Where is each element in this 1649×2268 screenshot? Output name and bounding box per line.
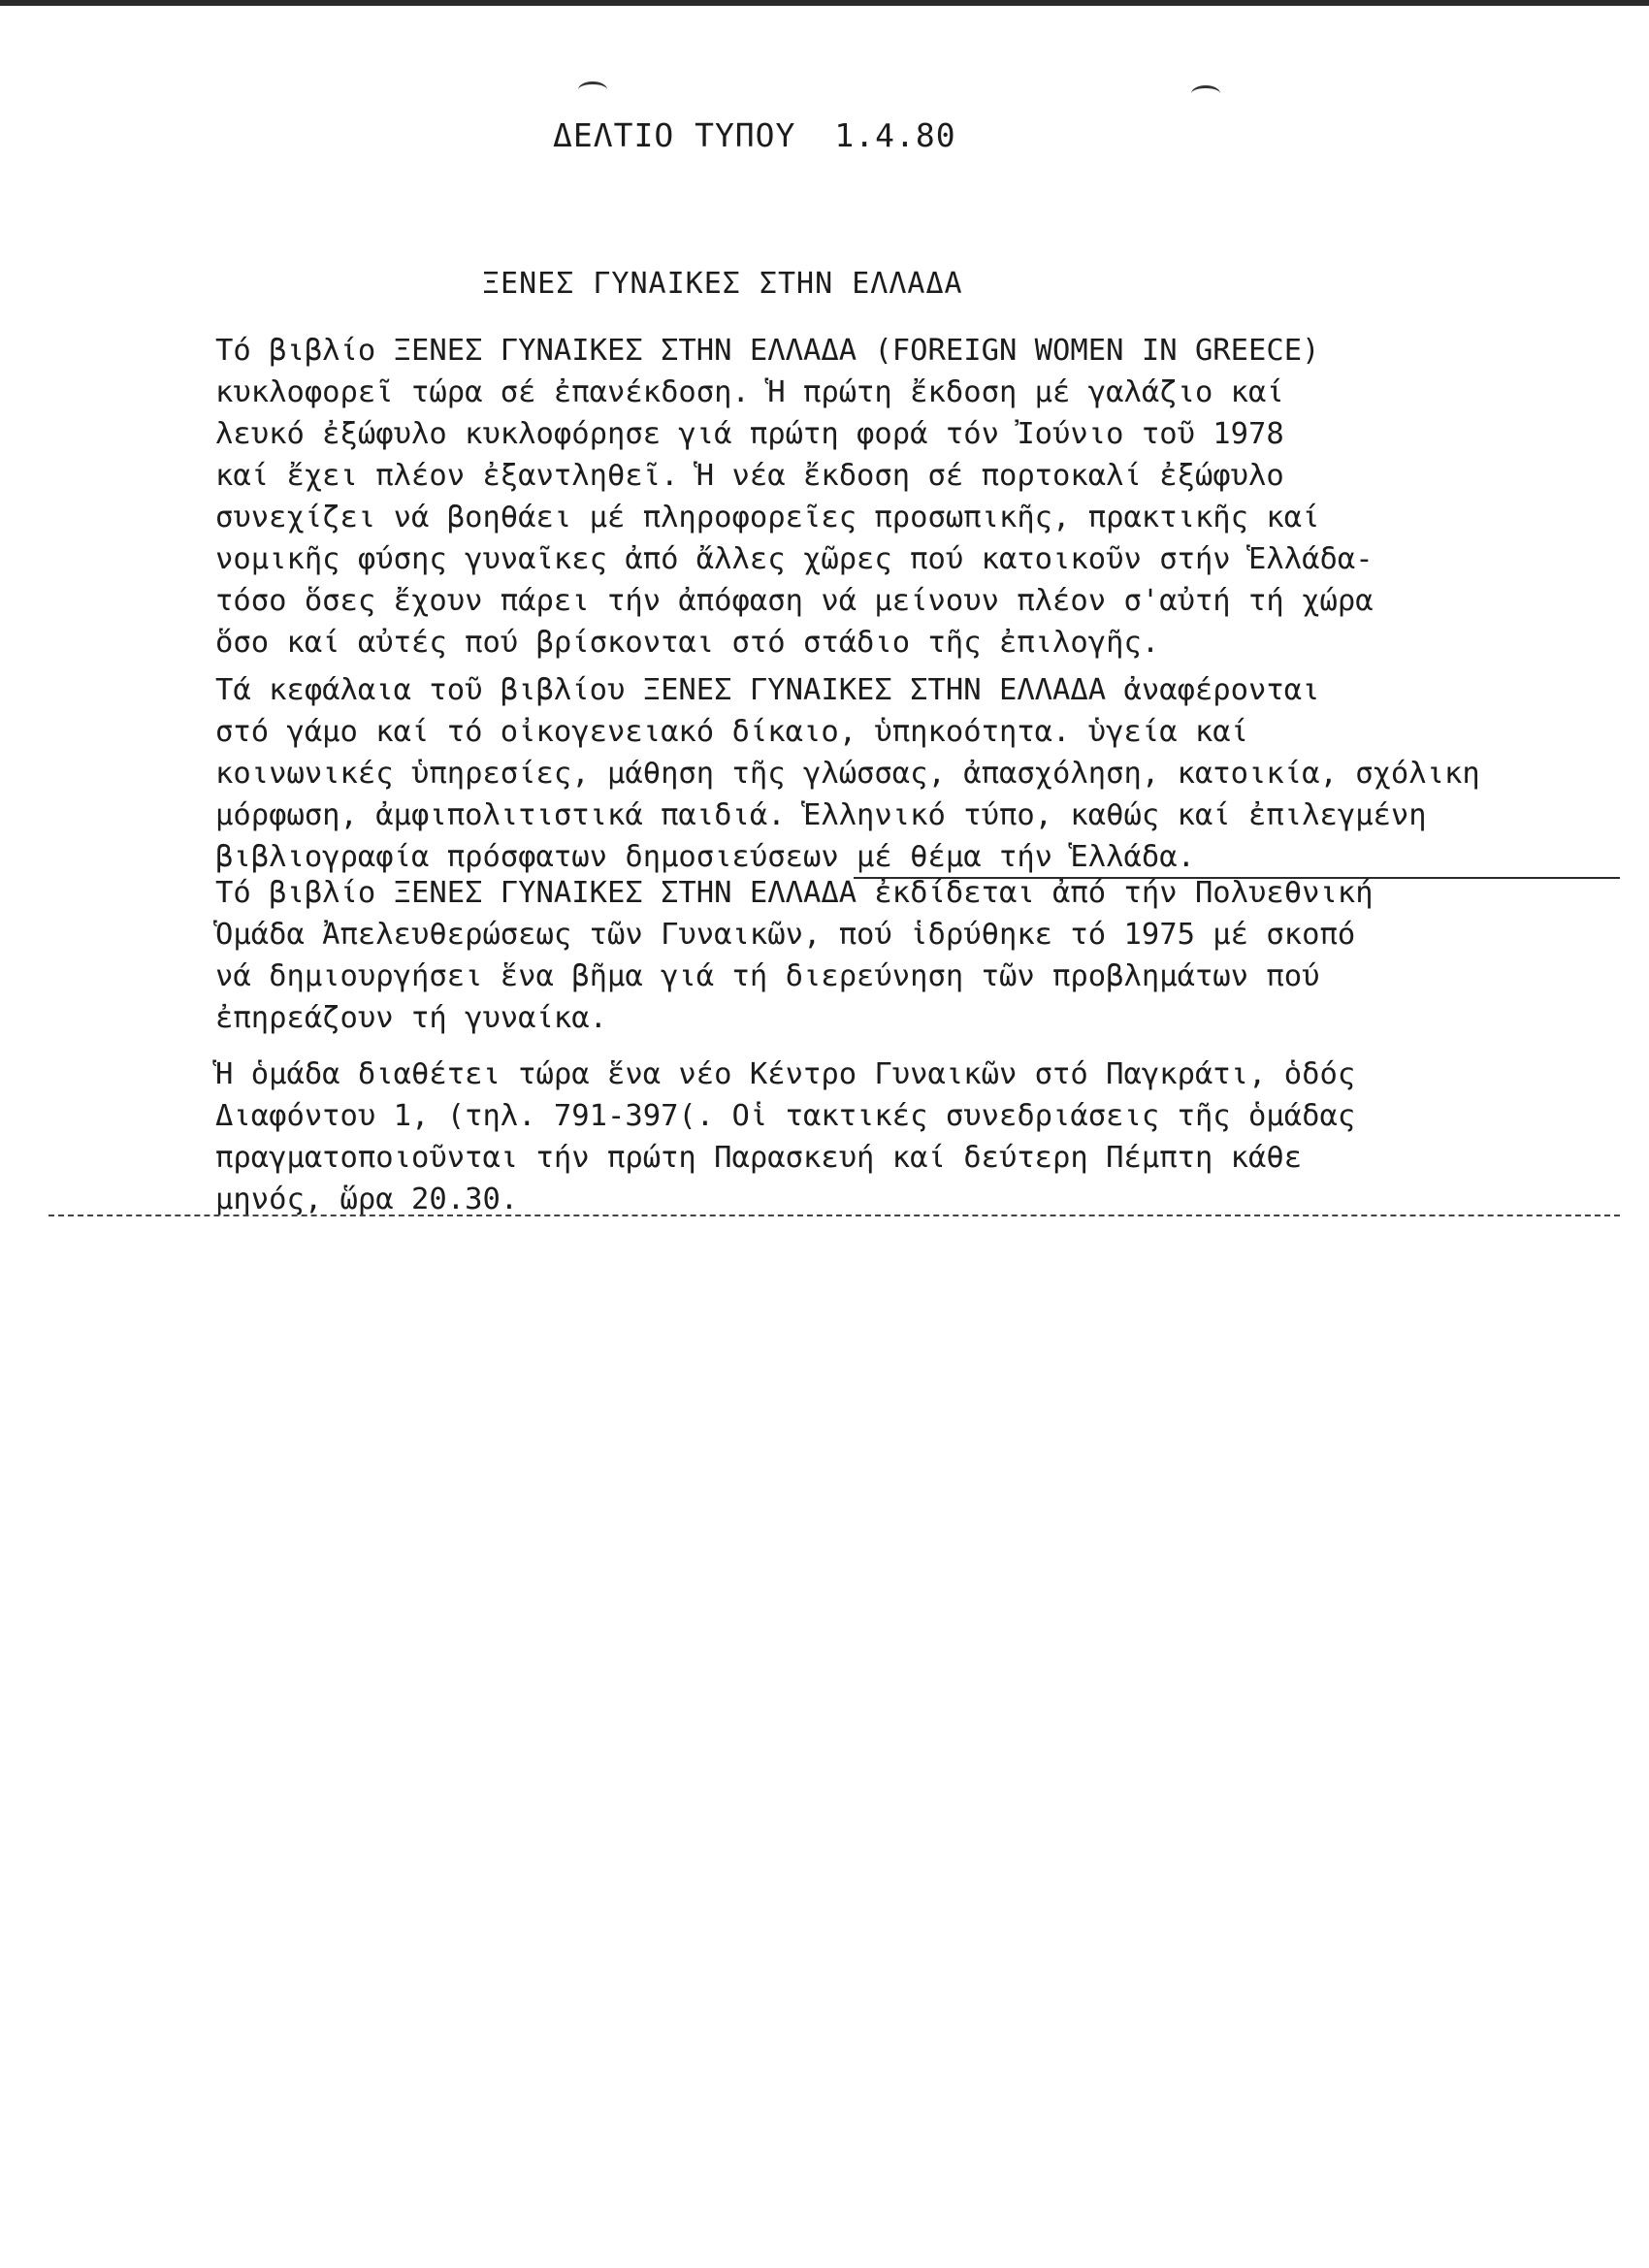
paragraph-3 <box>215 872 1632 1039</box>
text-line: Τά κεφάλαια τοῦ βιβλίου ΞΕΝΕΣ ΓΥΝΑΙΚΕΣ ΣΤΗΝ ΕΛΛΑΔΑ ἀναφέρονται <box>215 673 1320 707</box>
text-line: Ὁμάδα Ἀπελευθερώσεως τῶν Γυναικῶν, πού ἱδρύθηκε τό 1975 μέ σκοπό <box>215 918 1356 952</box>
header-mark-left <box>578 81 607 98</box>
text-line: μηνός, ὥρα 20.30. <box>215 1183 519 1216</box>
paragraph-1 <box>215 330 1632 664</box>
text-line: νομικῆς φύσης γυναῖκες ἀπό ἄλλες χῶρες πού κατοικοῦν στήν Ἑλλάδα- <box>215 542 1374 576</box>
text-line: βιβλιογραφία πρόσφατων δημοσιεύσεων μέ θέμα τήν Ἑλλάδα. <box>215 840 1195 874</box>
header-mark-right <box>1191 85 1220 102</box>
text-line: Τό βιβλίο ΞΕΝΕΣ ΓΥΝΑΙΚΕΣ ΣΤΗΝ ΕΛΛΑΔΑ ἐκδίδεται ἀπό τήν Πολυεθνική <box>215 876 1374 910</box>
header-date: 1.4.80 <box>834 116 956 154</box>
text-line: νά δημιουργήσει ἕνα βῆμα γιά τή διερεύνηση τῶν προβλημάτων πού <box>215 959 1320 993</box>
header-label: ΔΕΛΤΙΟ ΤΥΠΟΥ <box>553 116 796 154</box>
text-line: λευκό ἐξώφυλο κυκλοφόρησε γιά πρώτη φορά τόν Ἰούνιο τοῦ 1978 <box>215 417 1284 451</box>
paragraph-4 <box>215 1053 1632 1220</box>
text-line: τόσο ὅσες ἔχουν πάρει τήν ἀπόφαση νά μείνουν πλέον σ'αὐτή τή χώρα <box>215 584 1374 618</box>
text-line: Τό βιβλίο ΞΕΝΕΣ ΓΥΝΑΙΚΕΣ ΣΤΗΝ ΕΛΛΑΔΑ (FOREIGN WOMEN IN GREECE) <box>215 334 1320 368</box>
text-line: ἐπηρεάζουν τή γυναίκα. <box>215 1001 607 1035</box>
paragraph-2 <box>215 669 1632 878</box>
text-line: Διαφόντου 1, (τηλ. 791-397(. Οἱ τακτικές συνεδριάσεις τῆς ὁμάδας <box>215 1099 1356 1133</box>
text-line: στό γάμο καί τό οἰκογενειακό δίκαιο, ὑπηκοότητα. ὑγεία καί <box>215 715 1249 749</box>
text-line: κοινωνικές ὑπηρεσίες, μάθηση τῆς γλώσσας, ἀπασχόληση, κατοικία, σχόλικη <box>215 757 1480 791</box>
press-release-header <box>553 116 1057 154</box>
text-line: συνεχίζει νά βοηθάει μέ πληροφορεῖες προσωπικῆς, πρακτικῆς καί <box>215 501 1320 535</box>
text-line: Ἡ ὁμάδα διαθέτει τώρα ἕνα νέο Κέντρο Γυναικῶν στό Παγκράτι, ὁδός <box>215 1057 1356 1091</box>
text-line: καί ἔχει πλέον ἐξαντληθεῖ. Ἡ νέα ἔκδοση σέ πορτοκαλί ἐξώφυλο <box>215 459 1284 493</box>
text-line: πραγματοποιοῦνται τήν πρώτη Παρασκευή καί δεύτερη Πέμπτη κάθε <box>215 1141 1303 1175</box>
text-line: ὅσο καί αὐτές πού βρίσκονται στό στάδιο τῆς ἐπιλογῆς. <box>215 626 1160 660</box>
document-title: ΞΕΝΕΣ ΓΥΝΑΙΚΕΣ ΣΤΗΝ ΕΛΛΑΔΑ <box>482 267 963 301</box>
dashed-separator <box>48 1215 1620 1216</box>
text-line: κυκλοφορεῖ τώρα σέ ἐπανέκδοση. Ἡ πρώτη ἔκδοση μέ γαλάζιο καί <box>215 375 1284 409</box>
scan-edge-shadow <box>0 0 1649 6</box>
text-line: μόρφωση, ἀμφιπολιτιστικά παιδιά. Ἑλληνικό τύπο, καθώς καί ἐπιλεγμένη <box>215 798 1427 832</box>
